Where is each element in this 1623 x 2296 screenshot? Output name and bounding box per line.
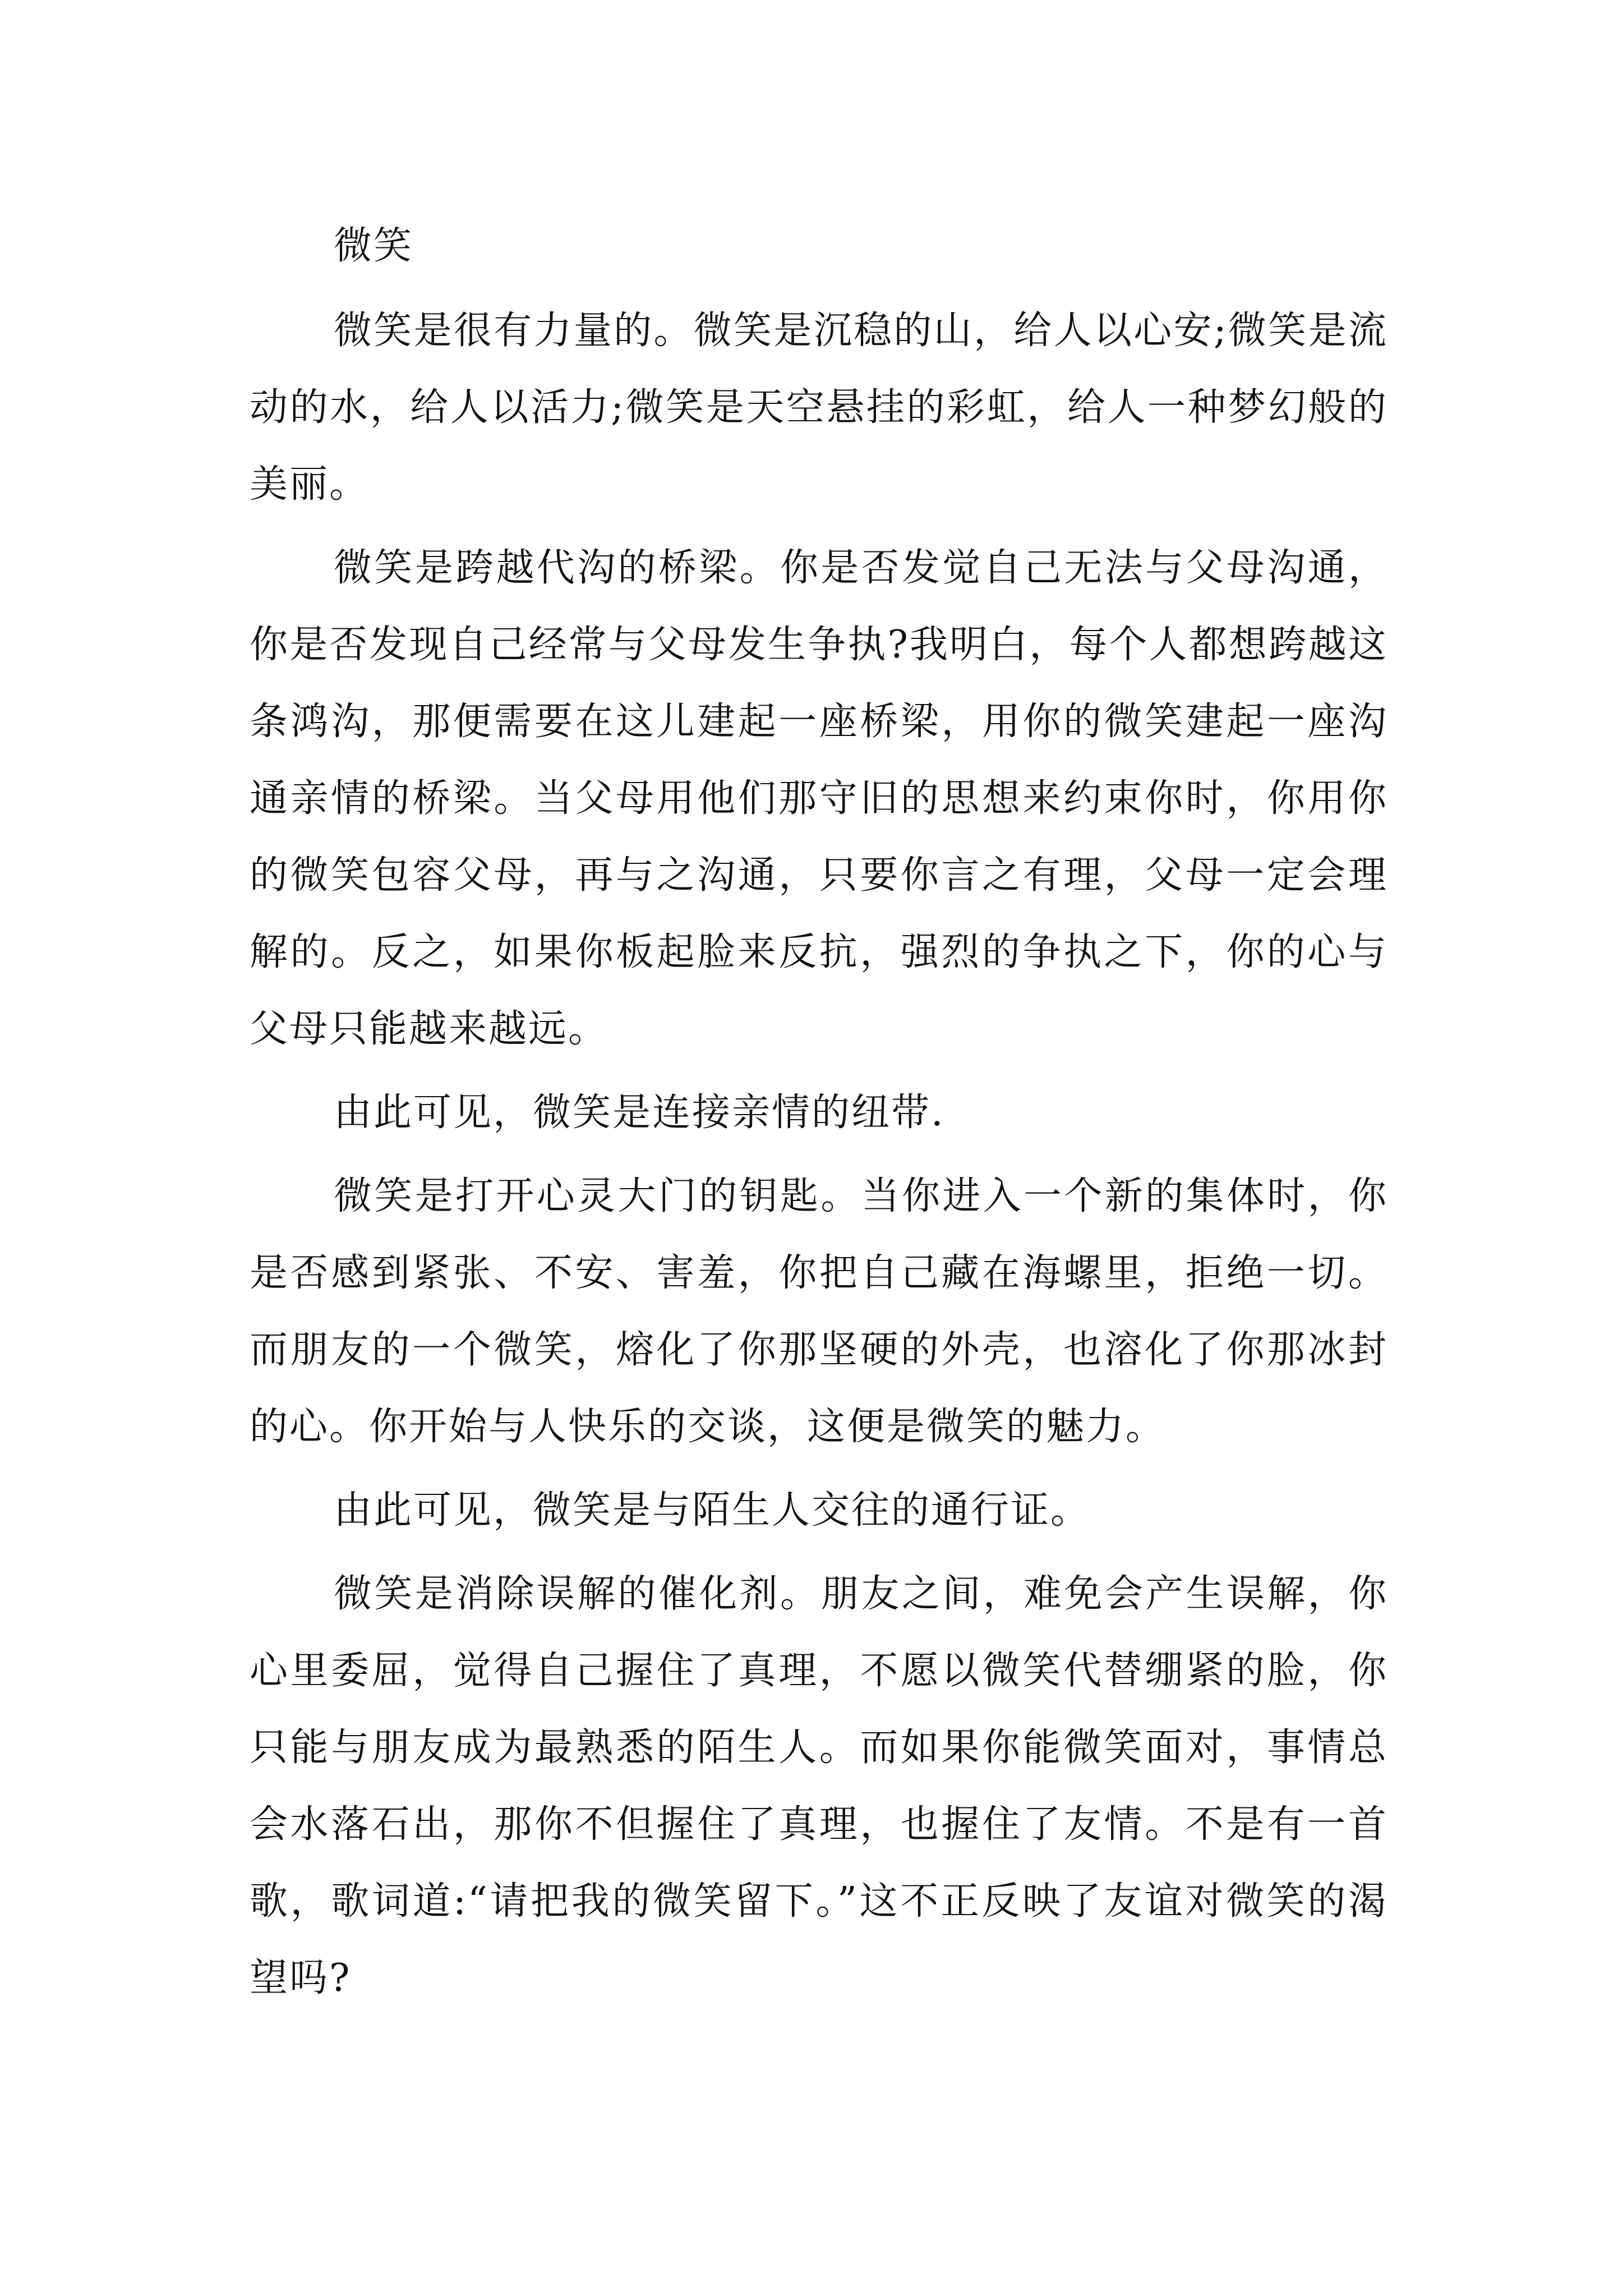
paragraph: 由此可见，微笑是与陌生人交往的通行证。 <box>334 1488 1091 1533</box>
document-body <box>250 208 1388 2017</box>
document-title: 微笑 <box>334 224 414 268</box>
paragraph: 微笑是消除误解的催化剂。朋友之间，难免会产生误解，你心里委屈，觉得自己握住了真理，不愿以微笑代替绷紧的脸，你只能与朋友成为最熟悉的陌生人。而如果你能微笑面对，事情总会水落石出，那你不但握住了真理，也握住了友情。不是有一首歌，歌词道:“请把我的微笑留下。”这不正反映了友谊对微笑的渴望吗? <box>250 1572 1388 2000</box>
paragraph: 由此可见，微笑是连接亲情的纽带. <box>334 1091 945 1135</box>
paragraph: 微笑是跨越代沟的桥梁。你是否发觉自己无法与父母沟通，你是否发现自己经常与父母发生争执?我明白，每个人都想跨越这条鸿沟，那便需要在这儿建起一座桥梁，用你的微笑建起一座沟通亲情的桥梁。当父母用他们那守旧的思想来约束你时，你用你的微笑包容父母，再与之沟通，只要你言之有理，父母一定会理解的。反之，如果你板起脸来反抗，强烈的争执之下，你的心与父母只能越来越远。 <box>250 546 1388 1051</box>
paragraph: 微笑是很有力量的。微笑是沉稳的山，给人以心安;微笑是流动的水，给人以活力;微笑是天空悬挂的彩虹，给人一种梦幻般的美丽。 <box>250 309 1388 507</box>
paragraph: 微笑是打开心灵大门的钥匙。当你进入一个新的集体时，你是否感到紧张、不安、害羞，你把自己藏在海螺里，拒绝一切。而朋友的一个微笑，熔化了你那坚硬的外壳，也溶化了你那冰封的心。你开始与人快乐的交谈，这便是微笑的魅力。 <box>250 1174 1388 1449</box>
